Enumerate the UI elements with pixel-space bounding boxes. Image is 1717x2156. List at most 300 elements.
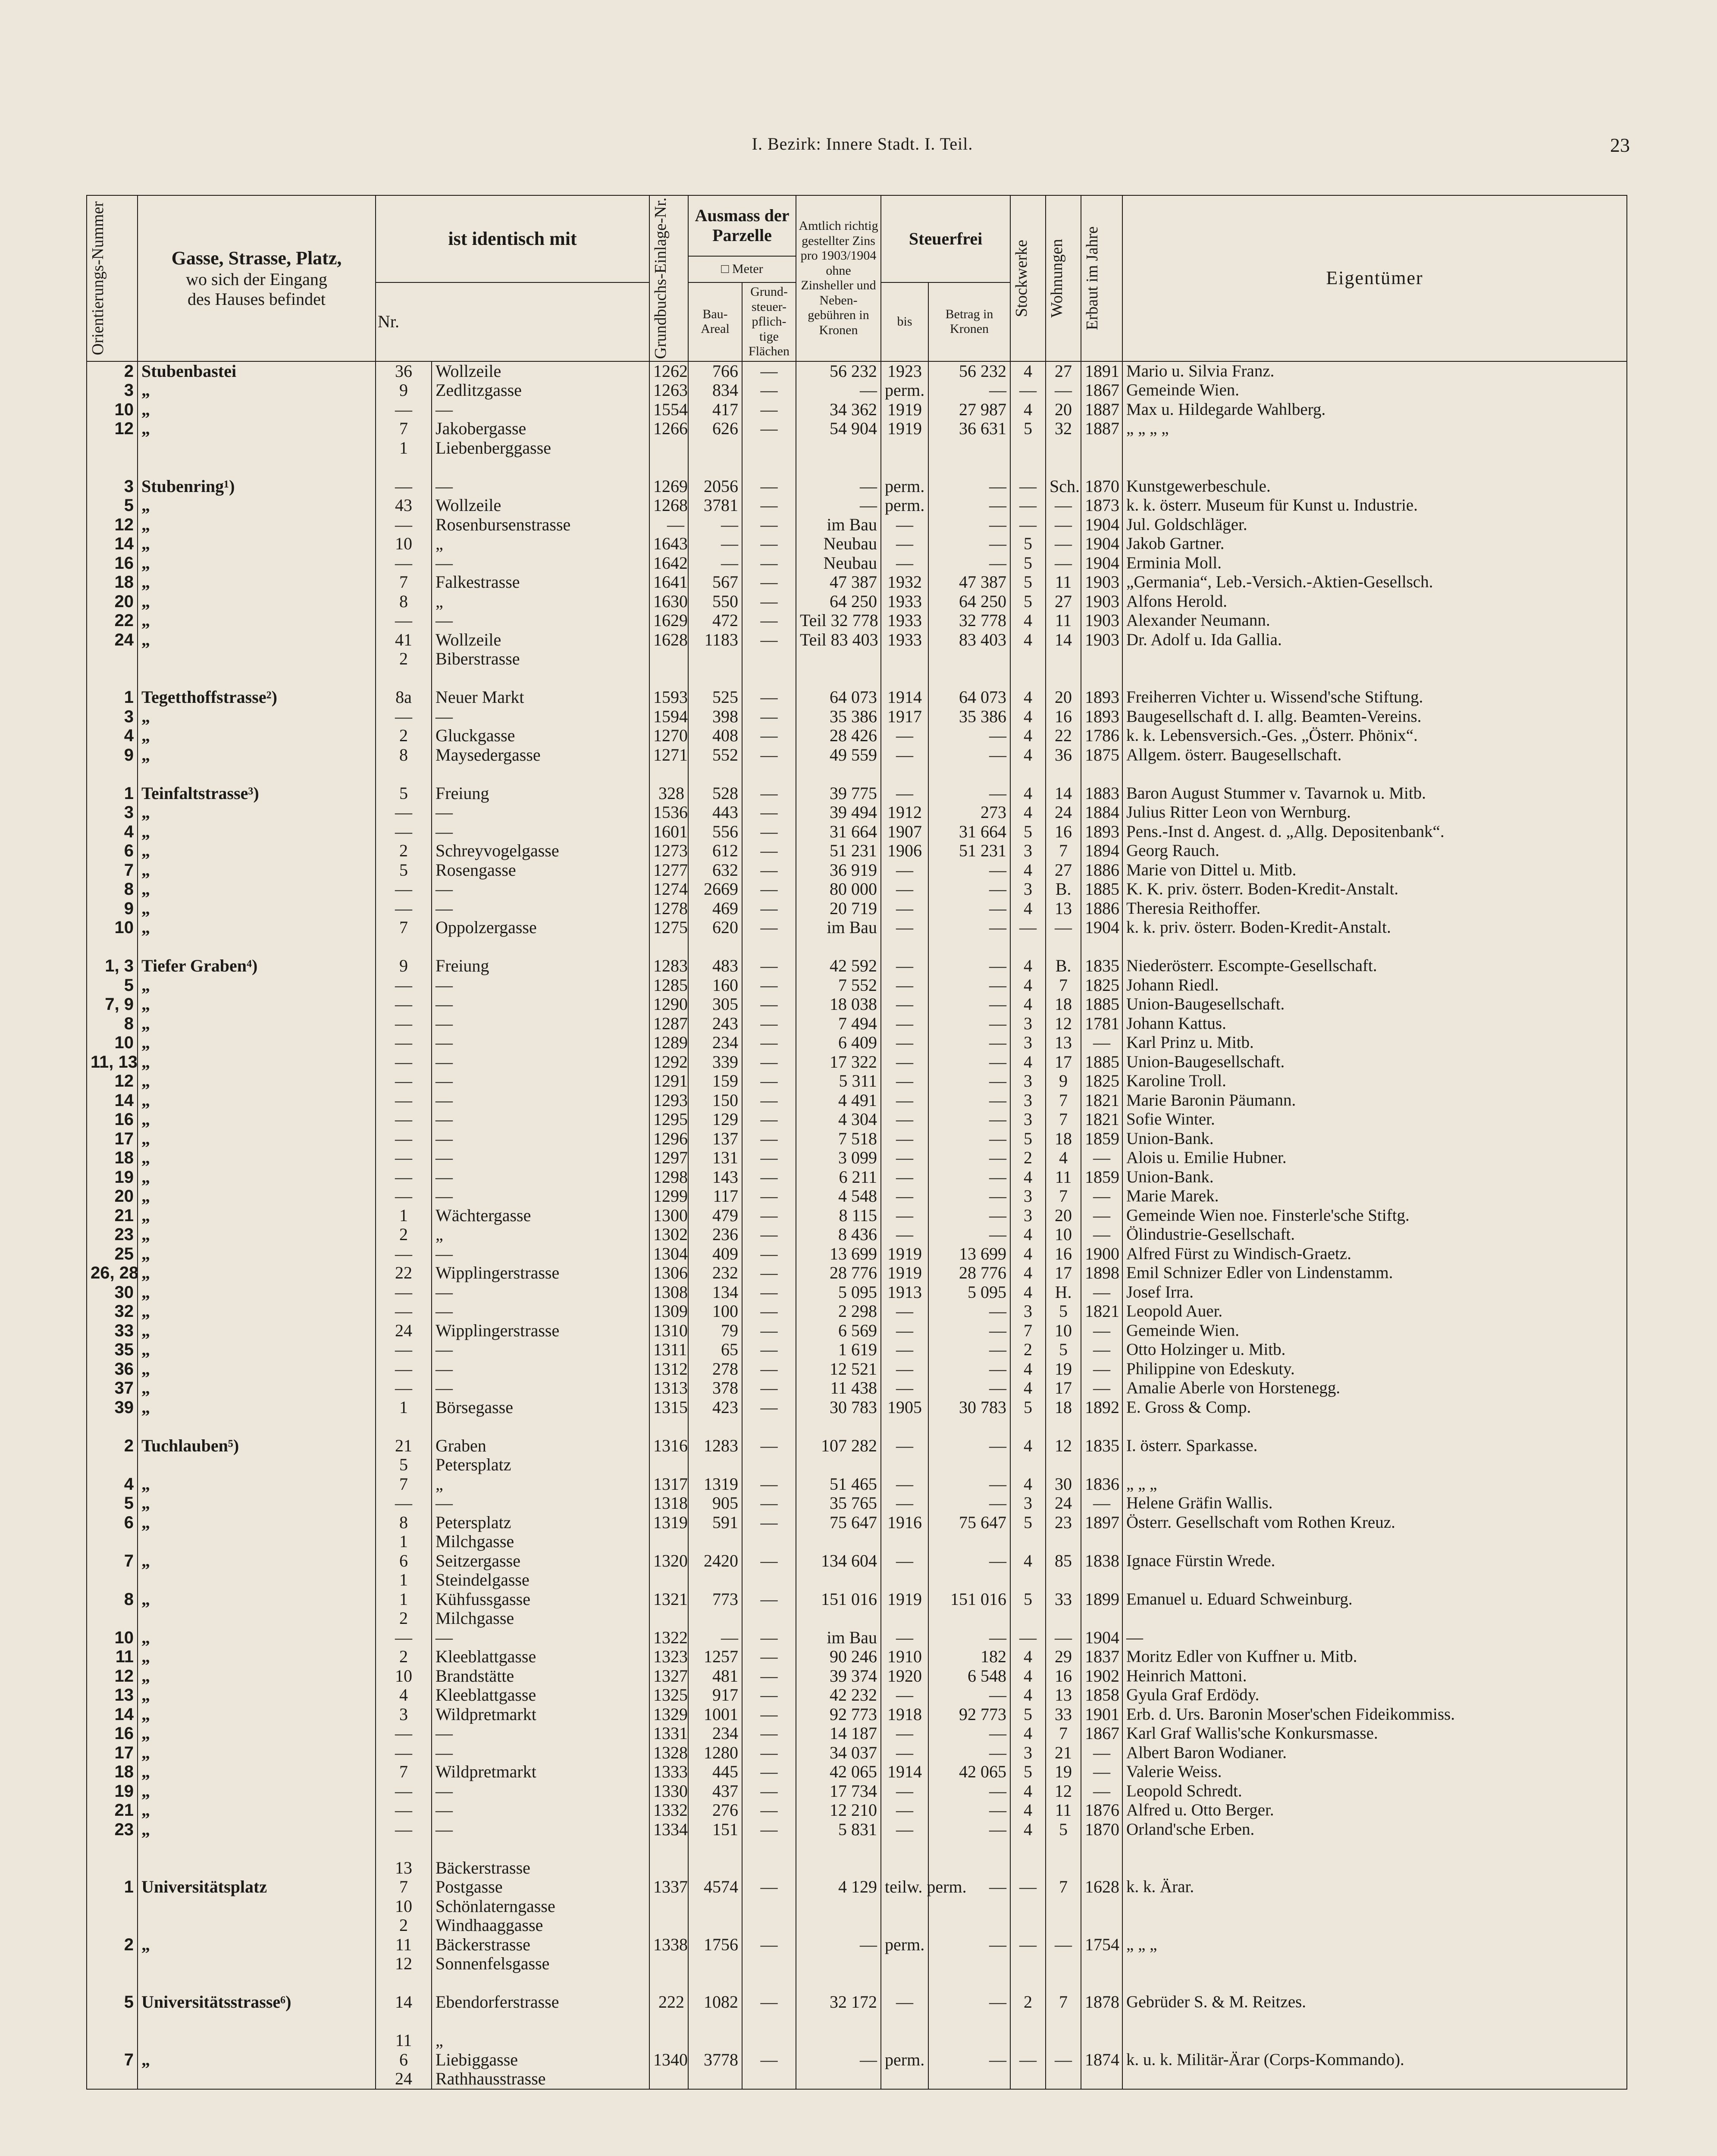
cell-land-register-nr: 1262: [649, 361, 688, 381]
cell-built-year: 1885: [1081, 1053, 1122, 1072]
cell-taxable-area: —: [742, 841, 796, 861]
cell-building-area: [688, 649, 742, 669]
cell-storeys: 5: [1010, 822, 1046, 842]
cell-built-year: 1886: [1081, 899, 1122, 918]
cell-storeys: 3: [1010, 1091, 1046, 1110]
cell-rent-interest: 51 465: [796, 1475, 881, 1494]
cell-taxfree-until: perm.: [881, 1935, 928, 1955]
cell-storeys: 5: [1010, 419, 1046, 439]
cell-identical-nr: 8a: [376, 688, 432, 707]
cell-orientation-nr: 17: [87, 1743, 138, 1763]
cell-identical-street: —: [432, 1743, 649, 1763]
cell-storeys: [1010, 1974, 1046, 1993]
cell-owner: Mario u. Silvia Franz.: [1122, 361, 1627, 381]
cell-taxable-area: [742, 1455, 796, 1475]
cell-building-area: 236: [688, 1225, 742, 1244]
cell-land-register-nr: 1266: [649, 419, 688, 439]
cell-rent-interest: im Bau: [796, 1628, 881, 1648]
table-row: [87, 1340, 1627, 1360]
cell-taxable-area: —: [742, 726, 796, 746]
cell-taxfree-amount: —: [928, 956, 1010, 976]
cell-building-area: 525: [688, 688, 742, 707]
cell-dwellings: 32: [1046, 419, 1081, 439]
table-row: [87, 1302, 1627, 1321]
cell-land-register-nr: 222: [649, 1993, 688, 2012]
cell-dwellings: 17: [1046, 1379, 1081, 1398]
cell-orientation-nr: 1, 3: [87, 956, 138, 976]
cell-taxfree-until: [881, 2012, 928, 2031]
cell-identical-nr: 1: [376, 1590, 432, 1609]
cell-identical-nr: 36: [376, 361, 432, 381]
cell-storeys: 5: [1010, 534, 1046, 554]
table-row: [87, 573, 1627, 592]
cell-owner: Marie Marek.: [1122, 1187, 1627, 1206]
cell-orientation-nr: 6: [87, 841, 138, 861]
cell-land-register-nr: 1329: [649, 1705, 688, 1724]
cell-rent-interest: 8 115: [796, 1206, 881, 1225]
cell-street-name: [138, 1916, 376, 1935]
cell-identical-nr: [376, 1839, 432, 1858]
cell-dwellings: 17: [1046, 1263, 1081, 1283]
cell-identical-street: —: [432, 1302, 649, 1321]
cell-owner: Jul. Goldschläger.: [1122, 515, 1627, 535]
cell-identical-nr: —: [376, 976, 432, 995]
table-row: [87, 1897, 1627, 1916]
table-row: [87, 1667, 1627, 1686]
cell-identical-street: —: [432, 803, 649, 822]
cell-street-name: „: [138, 400, 376, 420]
cell-orientation-nr: 3: [87, 381, 138, 400]
cell-taxfree-until: —: [881, 784, 928, 803]
row-spacer: [87, 458, 1627, 477]
cell-rent-interest: 28 776: [796, 1263, 881, 1283]
cell-land-register-nr: 1290: [649, 995, 688, 1014]
cell-rent-interest: 35 765: [796, 1494, 881, 1513]
cell-building-area: 3778: [688, 2050, 742, 2070]
cell-identical-street: Kleeblattgasse: [432, 1647, 649, 1667]
cell-rent-interest: 80 000: [796, 880, 881, 899]
cell-dwellings: 16: [1046, 822, 1081, 842]
cell-orientation-nr: 4: [87, 726, 138, 746]
cell-storeys: 4: [1010, 726, 1046, 746]
table-row: [87, 746, 1627, 765]
cell-dwellings: 7: [1046, 1187, 1081, 1206]
cell-storeys: 4: [1010, 1360, 1046, 1379]
cell-dwellings: —: [1046, 2050, 1081, 2070]
cell-built-year: [1081, 1532, 1122, 1551]
cell-identical-nr: —: [376, 611, 432, 630]
table-row: [87, 880, 1627, 899]
cell-owner: [1122, 458, 1627, 477]
cell-identical-nr: 10: [376, 534, 432, 554]
cell-built-year: —: [1081, 1321, 1122, 1341]
cell-taxfree-until: —: [881, 1033, 928, 1053]
cell-taxfree-until: —: [881, 1436, 928, 1456]
cell-owner: [1122, 439, 1627, 458]
cell-storeys: [1010, 2031, 1046, 2050]
cell-building-area: 65: [688, 1340, 742, 1360]
cell-taxfree-amount: —: [928, 1225, 1010, 1244]
cell-land-register-nr: 1317: [649, 1475, 688, 1494]
cell-orientation-nr: 26, 28: [87, 1263, 138, 1283]
cell-rent-interest: [796, 2012, 881, 2031]
cell-taxable-area: —: [742, 1993, 796, 2012]
cell-land-register-nr: 1302: [649, 1225, 688, 1244]
cell-orientation-nr: [87, 1609, 138, 1628]
cell-taxfree-amount: —: [928, 1801, 1010, 1820]
cell-rent-interest: 90 246: [796, 1647, 881, 1667]
cell-land-register-nr: 1593: [649, 688, 688, 707]
cell-identical-nr: —: [376, 880, 432, 899]
cell-identical-street: —: [432, 1244, 649, 1264]
cell-street-name: „: [138, 1206, 376, 1225]
cell-taxfree-until: 1912: [881, 803, 928, 822]
cell-dwellings: —: [1046, 554, 1081, 573]
cell-owner: k. u. k. Militär-Ärar (Corps-Kommando).: [1122, 2050, 1627, 2070]
cell-storeys: 4: [1010, 611, 1046, 630]
cell-street-name: [138, 649, 376, 669]
cell-orientation-nr: 11, 13: [87, 1053, 138, 1072]
cell-street-name: „: [138, 496, 376, 515]
cell-building-area: 134: [688, 1283, 742, 1302]
cell-taxfree-until: 1932: [881, 573, 928, 592]
cell-identical-nr: —: [376, 1148, 432, 1168]
cell-land-register-nr: 1313: [649, 1379, 688, 1398]
cell-orientation-nr: 7: [87, 861, 138, 880]
cell-storeys: 3: [1010, 880, 1046, 899]
cell-owner: Helene Gräfin Wallis.: [1122, 1494, 1627, 1513]
cell-land-register-nr: 1292: [649, 1053, 688, 1072]
cell-taxfree-until: 1916: [881, 1513, 928, 1532]
cell-storeys: 2: [1010, 1993, 1046, 2012]
cell-building-area: [688, 1974, 742, 1993]
cell-owner: k. k. österr. Museum für Kunst u. Industrie.: [1122, 496, 1627, 515]
cell-built-year: [1081, 1417, 1122, 1436]
cell-building-area: 137: [688, 1129, 742, 1149]
cell-rent-interest: 56 232: [796, 361, 881, 381]
cell-built-year: [1081, 1916, 1122, 1935]
cell-orientation-nr: 7: [87, 1551, 138, 1571]
cell-orientation-nr: 4: [87, 822, 138, 842]
cell-street-name: „: [138, 1110, 376, 1129]
cell-street-name: [138, 1974, 376, 1993]
cell-orientation-nr: 25: [87, 1244, 138, 1264]
table-row: [87, 784, 1627, 803]
cell-taxable-area: [742, 1954, 796, 1974]
cell-storeys: 4: [1010, 1283, 1046, 1302]
cell-owner: Niederösterr. Escompte-Gesellschaft.: [1122, 956, 1627, 976]
cell-orientation-nr: [87, 1974, 138, 1993]
cell-taxfree-amount: 92 773: [928, 1705, 1010, 1724]
cell-building-area: [688, 669, 742, 688]
cell-street-name: „: [138, 1628, 376, 1648]
col-owner: Eigentümer: [1122, 195, 1627, 361]
cell-building-area: 2056: [688, 477, 742, 496]
cell-built-year: 1875: [1081, 746, 1122, 765]
cell-orientation-nr: 23: [87, 1820, 138, 1839]
cell-rent-interest: [796, 458, 881, 477]
table-row: [87, 1935, 1627, 1955]
cell-orientation-nr: [87, 2069, 138, 2089]
cell-built-year: 1904: [1081, 534, 1122, 554]
cell-identical-nr: —: [376, 1187, 432, 1206]
cell-rent-interest: 3 099: [796, 1148, 881, 1168]
cell-street-name: [138, 2069, 376, 2089]
cell-dwellings: [1046, 1897, 1081, 1916]
cell-taxfree-amount: [928, 1858, 1010, 1878]
cell-building-area: 620: [688, 918, 742, 937]
cell-rent-interest: [796, 1897, 881, 1916]
cell-identical-street: —: [432, 1494, 649, 1513]
cell-building-area: 591: [688, 1513, 742, 1532]
cell-orientation-nr: [87, 458, 138, 477]
cell-identical-street: —: [432, 1129, 649, 1149]
cell-dwellings: —: [1046, 381, 1081, 400]
table-row: [87, 1398, 1627, 1417]
cell-building-area: 632: [688, 861, 742, 880]
cell-dwellings: 7: [1046, 976, 1081, 995]
cell-identical-nr: 11: [376, 1935, 432, 1955]
cell-rent-interest: [796, 1532, 881, 1551]
cell-owner: Alfred Fürst zu Windisch-Graetz.: [1122, 1244, 1627, 1264]
cell-identical-nr: —: [376, 1743, 432, 1763]
cell-land-register-nr: 328: [649, 784, 688, 803]
col-identical-nr: Nr.: [376, 282, 649, 361]
cell-built-year: 1870: [1081, 477, 1122, 496]
cell-rent-interest: im Bau: [796, 918, 881, 937]
cell-identical-nr: 2: [376, 841, 432, 861]
cell-orientation-nr: 4: [87, 1475, 138, 1494]
cell-land-register-nr: 1296: [649, 1129, 688, 1149]
cell-taxfree-until: [881, 1954, 928, 1974]
cell-land-register-nr: 1316: [649, 1436, 688, 1456]
cell-storeys: —: [1010, 1628, 1046, 1648]
cell-street-name: [138, 1455, 376, 1475]
cell-orientation-nr: 23: [87, 1225, 138, 1244]
cell-taxfree-amount: [928, 669, 1010, 688]
cell-taxfree-amount: —: [928, 726, 1010, 746]
cell-rent-interest: 92 773: [796, 1705, 881, 1724]
cell-taxfree-amount: 31 664: [928, 822, 1010, 842]
cell-taxfree-amount: —: [928, 1014, 1010, 1034]
cell-taxfree-until: [881, 2031, 928, 2050]
cell-rent-interest: 39 374: [796, 1667, 881, 1686]
cell-taxable-area: —: [742, 1494, 796, 1513]
cell-land-register-nr: 1308: [649, 1283, 688, 1302]
cell-identical-street: Wollzeile: [432, 630, 649, 650]
cell-storeys: 4: [1010, 1379, 1046, 1398]
cell-building-area: 766: [688, 361, 742, 381]
cell-taxable-area: —: [742, 477, 796, 496]
table-row: [87, 803, 1627, 822]
cell-taxfree-amount: [928, 1570, 1010, 1590]
cell-rent-interest: 151 016: [796, 1590, 881, 1609]
cell-rent-interest: Teil 83 403: [796, 630, 881, 650]
cell-land-register-nr: [649, 1916, 688, 1935]
cell-taxfree-until: 1923: [881, 361, 928, 381]
cell-street-name: „: [138, 822, 376, 842]
cell-dwellings: 11: [1046, 573, 1081, 592]
cell-land-register-nr: 1319: [649, 1513, 688, 1532]
cell-owner: Union-Baugesellschaft.: [1122, 1053, 1627, 1072]
cell-rent-interest: im Bau: [796, 515, 881, 535]
cell-storeys: 5: [1010, 1513, 1046, 1532]
cell-rent-interest: 7 494: [796, 1014, 881, 1034]
cell-taxfree-amount: —: [928, 1091, 1010, 1110]
cell-building-area: [688, 458, 742, 477]
cell-orientation-nr: 8: [87, 1014, 138, 1034]
table-row: [87, 1590, 1627, 1609]
cell-identical-nr: —: [376, 1340, 432, 1360]
cell-street-name: „: [138, 918, 376, 937]
cell-land-register-nr: 1325: [649, 1686, 688, 1705]
cell-identical-street: [432, 1417, 649, 1436]
cell-identical-street: —: [432, 1110, 649, 1129]
cell-taxfree-until: 1906: [881, 841, 928, 861]
cell-identical-street: —: [432, 1801, 649, 1820]
table-row: [87, 707, 1627, 727]
cell-identical-street: —: [432, 1628, 649, 1648]
cell-taxfree-until: —: [881, 1187, 928, 1206]
cell-taxfree-amount: 75 647: [928, 1513, 1010, 1532]
cell-taxable-area: —: [742, 534, 796, 554]
cell-identical-nr: 8: [376, 1513, 432, 1532]
cell-taxable-area: —: [742, 822, 796, 842]
cell-dwellings: 13: [1046, 1033, 1081, 1053]
cell-building-area: [688, 1858, 742, 1878]
cell-dwellings: 13: [1046, 899, 1081, 918]
cell-street-name: [138, 1609, 376, 1628]
cell-taxable-area: —: [742, 2050, 796, 2070]
cell-built-year: 1903: [1081, 592, 1122, 611]
cell-taxfree-amount: —: [928, 918, 1010, 937]
cell-building-area: 151: [688, 1820, 742, 1839]
cell-rent-interest: 32 172: [796, 1993, 881, 2012]
cell-identical-street: —: [432, 1379, 649, 1398]
cell-building-area: —: [688, 515, 742, 535]
cell-storeys: 7: [1010, 1321, 1046, 1341]
cell-identical-nr: —: [376, 995, 432, 1014]
cell-building-area: 408: [688, 726, 742, 746]
cell-storeys: —: [1010, 1935, 1046, 1955]
house-register-table: [86, 195, 1627, 2090]
cell-dwellings: 4: [1046, 1148, 1081, 1168]
cell-owner: Otto Holzinger u. Mitb.: [1122, 1340, 1627, 1360]
cell-taxfree-until: —: [881, 1148, 928, 1168]
col-orientation-nr: Orientierungs-Nummer: [87, 195, 138, 361]
cell-taxfree-until: 1933: [881, 630, 928, 650]
cell-taxfree-amount: 30 783: [928, 1398, 1010, 1417]
cell-taxable-area: [742, 765, 796, 784]
cell-storeys: 3: [1010, 1014, 1046, 1034]
col-taxable-area: Grund-steuer-pflich-tige Flächen: [742, 282, 796, 361]
cell-street-name: „: [138, 1705, 376, 1724]
col-taxfree: Steuerfrei: [881, 195, 1010, 282]
cell-orientation-nr: 5: [87, 976, 138, 995]
cell-street-name: [138, 2031, 376, 2050]
cell-orientation-nr: 18: [87, 1148, 138, 1168]
cell-identical-street: Brandstätte: [432, 1667, 649, 1686]
cell-storeys: [1010, 1858, 1046, 1878]
cell-building-area: 1280: [688, 1743, 742, 1763]
cell-building-area: [688, 1532, 742, 1551]
cell-dwellings: 12: [1046, 1782, 1081, 1801]
cell-identical-street: Falkestrasse: [432, 573, 649, 592]
cell-orientation-nr: 17: [87, 1129, 138, 1149]
cell-orientation-nr: 2: [87, 1436, 138, 1456]
cell-identical-nr: 22: [376, 1263, 432, 1283]
cell-taxfree-amount: —: [928, 1053, 1010, 1072]
row-spacer: [87, 1417, 1627, 1436]
cell-street-name: „: [138, 1148, 376, 1168]
cell-taxfree-amount: —: [928, 976, 1010, 995]
cell-taxfree-until: —: [881, 995, 928, 1014]
cell-built-year: [1081, 439, 1122, 458]
cell-street-name: Stubenbastei: [138, 361, 376, 381]
table-row: [87, 688, 1627, 707]
cell-rent-interest: [796, 2069, 881, 2089]
cell-identical-street: [432, 458, 649, 477]
cell-building-area: 232: [688, 1263, 742, 1283]
cell-building-area: 556: [688, 822, 742, 842]
cell-orientation-nr: 11: [87, 1647, 138, 1667]
cell-dwellings: 27: [1046, 861, 1081, 880]
cell-building-area: 378: [688, 1379, 742, 1398]
cell-orientation-nr: 1: [87, 1877, 138, 1897]
cell-street-name: „: [138, 1724, 376, 1743]
cell-rent-interest: 17 734: [796, 1782, 881, 1801]
cell-street-name: Tegetthoffstrasse²): [138, 688, 376, 707]
table-row: [87, 1705, 1627, 1724]
cell-land-register-nr: 1641: [649, 573, 688, 592]
cell-identical-street: —: [432, 1360, 649, 1379]
cell-taxable-area: —: [742, 1743, 796, 1763]
cell-identical-street: —: [432, 1091, 649, 1110]
cell-rent-interest: 5 311: [796, 1072, 881, 1091]
cell-building-area: 550: [688, 592, 742, 611]
cell-storeys: [1010, 2069, 1046, 2089]
cell-building-area: 278: [688, 1360, 742, 1379]
table-row: [87, 1168, 1627, 1187]
col-building-area: Bau-Areal: [688, 282, 742, 361]
cell-identical-street: [432, 765, 649, 784]
cell-building-area: 443: [688, 803, 742, 822]
cell-land-register-nr: 1643: [649, 534, 688, 554]
cell-identical-street: —: [432, 1340, 649, 1360]
cell-identical-nr: 7: [376, 573, 432, 592]
cell-street-name: „: [138, 611, 376, 630]
cell-identical-nr: —: [376, 1244, 432, 1264]
cell-building-area: 159: [688, 1072, 742, 1091]
cell-orientation-nr: 16: [87, 1724, 138, 1743]
cell-dwellings: 24: [1046, 803, 1081, 822]
cell-taxfree-until: —: [881, 1820, 928, 1839]
cell-taxfree-amount: —: [928, 1551, 1010, 1571]
cell-built-year: [1081, 649, 1122, 669]
cell-owner: k. k. Ärar.: [1122, 1877, 1627, 1897]
cell-dwellings: 12: [1046, 1436, 1081, 1456]
cell-street-name: „: [138, 1494, 376, 1513]
cell-taxfree-amount: [928, 2069, 1010, 2089]
cell-storeys: 4: [1010, 1647, 1046, 1667]
cell-orientation-nr: 32: [87, 1302, 138, 1321]
cell-building-area: 417: [688, 400, 742, 420]
cell-taxfree-amount: —: [928, 1379, 1010, 1398]
cell-storeys: 3: [1010, 1072, 1046, 1091]
cell-building-area: 276: [688, 1801, 742, 1820]
cell-taxfree-amount: 28 776: [928, 1263, 1010, 1283]
cell-taxfree-until: —: [881, 1475, 928, 1494]
